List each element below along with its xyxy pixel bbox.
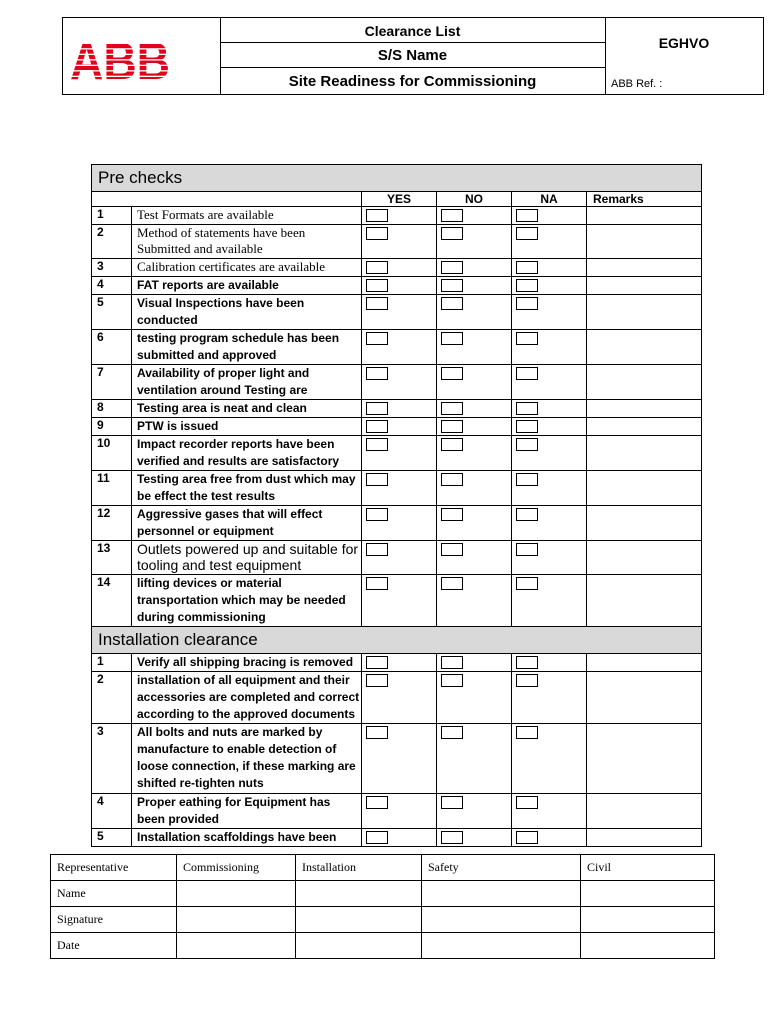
cell-na — [512, 400, 587, 418]
remarks-cell[interactable] — [587, 400, 702, 418]
cell-yes — [362, 672, 437, 724]
signoff-entry-cell[interactable] — [581, 881, 715, 907]
item-number: 13 — [92, 541, 132, 575]
signoff-header: Safety — [422, 855, 581, 881]
item-text: lifting devices or material transportation which may be needed during commissioning — [132, 575, 362, 627]
checkbox-yes[interactable] — [366, 674, 388, 687]
logo-cell — [63, 18, 221, 94]
cell-no — [437, 277, 512, 295]
cell-no — [437, 794, 512, 829]
signoff-header: Civil — [581, 855, 715, 881]
cell-no — [437, 259, 512, 277]
cell-yes — [362, 418, 437, 436]
cell-yes — [362, 794, 437, 829]
checkbox-na[interactable] — [516, 473, 538, 486]
item-number: 11 — [92, 471, 132, 506]
item-text: Testing area is neat and clean — [132, 400, 362, 418]
cell-na — [512, 418, 587, 436]
cell-na — [512, 207, 587, 225]
item-number: 2 — [92, 672, 132, 724]
cell-na — [512, 259, 587, 277]
item-number: 1 — [92, 207, 132, 225]
cell-no — [437, 365, 512, 400]
cell-na — [512, 365, 587, 400]
cell-yes — [362, 575, 437, 627]
signoff-entry-cell[interactable] — [177, 907, 296, 933]
cell-no — [437, 575, 512, 627]
item-number: 5 — [92, 829, 132, 847]
item-text: Availability of proper light and ventilation around Testing are — [132, 365, 362, 400]
cell-yes — [362, 259, 437, 277]
checkbox-yes[interactable] — [366, 796, 388, 809]
document-title: Clearance List — [220, 18, 605, 43]
remarks-cell[interactable] — [587, 672, 702, 724]
checkbox-yes[interactable] — [366, 227, 388, 240]
ss-name: S/S Name — [220, 43, 605, 68]
checkbox-no[interactable] — [441, 438, 463, 451]
section-header — [92, 165, 702, 192]
col-no: NO — [437, 192, 512, 207]
checkbox-no[interactable] — [441, 543, 463, 556]
abb-ref-label: ABB Ref. : — [611, 78, 663, 90]
item-text: Calibration certificates are available — [132, 259, 362, 277]
item-number: 7 — [92, 365, 132, 400]
checkbox-no[interactable] — [441, 726, 463, 739]
signoff-entry-cell[interactable] — [177, 881, 296, 907]
checkbox-no[interactable] — [441, 473, 463, 486]
cell-yes — [362, 724, 437, 794]
signoff-row-label: Date — [51, 933, 177, 959]
remarks-cell[interactable] — [587, 541, 702, 575]
cell-na — [512, 829, 587, 847]
cell-na — [512, 672, 587, 724]
remarks-cell[interactable] — [587, 295, 702, 330]
document-code: EGHVO — [658, 35, 710, 51]
remarks-cell[interactable] — [587, 330, 702, 365]
cell-yes — [362, 365, 437, 400]
checklist-row — [92, 829, 702, 847]
cell-no — [437, 436, 512, 471]
checkbox-no[interactable] — [441, 656, 463, 669]
cell-no — [437, 400, 512, 418]
remarks-cell[interactable] — [587, 259, 702, 277]
checkbox-no[interactable] — [441, 367, 463, 380]
item-text: Verify all shipping bracing is removed — [132, 654, 362, 672]
item-number: 10 — [92, 436, 132, 471]
column-header-row — [92, 192, 702, 207]
checklist-row — [92, 506, 702, 541]
item-text: Outlets powered up and suitable for tooling and test equipment — [132, 541, 362, 575]
item-text: Impact recorder reports have been verified and results are satisfactory — [132, 436, 362, 471]
checkbox-no[interactable] — [441, 261, 463, 274]
item-text: Proper eathing for Equipment has been provided — [132, 794, 362, 829]
cell-na — [512, 724, 587, 794]
header-titles — [220, 18, 606, 94]
section-header — [92, 627, 702, 654]
remarks-cell[interactable] — [587, 506, 702, 541]
checkbox-na[interactable] — [516, 261, 538, 274]
checkbox-na[interactable] — [516, 402, 538, 415]
abb-logo — [70, 33, 172, 83]
remarks-cell[interactable] — [587, 418, 702, 436]
cell-yes — [362, 295, 437, 330]
checkbox-yes[interactable] — [366, 473, 388, 486]
checklist-row — [92, 471, 702, 506]
checkbox-na[interactable] — [516, 726, 538, 739]
signoff-entry-cell[interactable] — [296, 907, 422, 933]
checkbox-yes[interactable] — [366, 209, 388, 222]
signoff-entry-cell[interactable] — [296, 933, 422, 959]
item-text: FAT reports are available — [132, 277, 362, 295]
col-number — [92, 192, 362, 207]
checkbox-no[interactable] — [441, 420, 463, 433]
cell-yes — [362, 471, 437, 506]
checkbox-yes[interactable] — [366, 279, 388, 292]
cell-yes — [362, 207, 437, 225]
checklist-row — [92, 724, 702, 794]
item-text: Test Formats are available — [132, 207, 362, 225]
checkbox-na[interactable] — [516, 796, 538, 809]
item-text: testing program schedule has been submitted and approved — [132, 330, 362, 365]
signoff-header: Commissioning — [177, 855, 296, 881]
item-text: Installation scaffoldings have been — [132, 829, 362, 847]
cell-no — [437, 506, 512, 541]
item-text: Method of statements have been Submitted and available — [132, 225, 362, 259]
checklist-row — [92, 225, 702, 259]
checkbox-yes[interactable] — [366, 726, 388, 739]
cell-yes — [362, 400, 437, 418]
checklist-row — [92, 672, 702, 724]
cell-no — [437, 672, 512, 724]
signoff-header: Installation — [296, 855, 422, 881]
cell-no — [437, 295, 512, 330]
document-subtitle: Site Readiness for Commissioning — [288, 73, 537, 90]
checkbox-yes[interactable] — [366, 831, 388, 844]
cell-no — [437, 654, 512, 672]
cell-no — [437, 225, 512, 259]
checkbox-no[interactable] — [441, 402, 463, 415]
item-number: 8 — [92, 400, 132, 418]
remarks-cell[interactable] — [587, 225, 702, 259]
signoff-entry-cell[interactable] — [581, 933, 715, 959]
checklist-row — [92, 365, 702, 400]
cell-yes — [362, 654, 437, 672]
checkbox-na[interactable] — [516, 279, 538, 292]
signoff-header: Representative — [51, 855, 177, 881]
cell-yes — [362, 541, 437, 575]
checkbox-yes[interactable] — [366, 332, 388, 345]
checkbox-na[interactable] — [516, 367, 538, 380]
signoff-row-label: Signature — [51, 907, 177, 933]
checkbox-yes[interactable] — [366, 577, 388, 590]
checkbox-na[interactable] — [516, 656, 538, 669]
svg-text:ABB: ABB — [70, 33, 170, 83]
cell-na — [512, 506, 587, 541]
remarks-cell[interactable] — [587, 829, 702, 847]
cell-na — [512, 436, 587, 471]
checklist-row — [92, 654, 702, 672]
cell-na — [512, 471, 587, 506]
header-ref-cell — [605, 18, 763, 94]
checkbox-no[interactable] — [441, 332, 463, 345]
cell-yes — [362, 829, 437, 847]
checklist-row — [92, 436, 702, 471]
checkbox-na[interactable] — [516, 543, 538, 556]
item-text: Aggressive gases that will effect personnel or equipment — [132, 506, 362, 541]
checklist-row — [92, 207, 702, 225]
checkbox-yes[interactable] — [366, 297, 388, 310]
checklist-row — [92, 794, 702, 829]
remarks-cell[interactable] — [587, 724, 702, 794]
remarks-cell[interactable] — [587, 365, 702, 400]
cell-no — [437, 418, 512, 436]
checkbox-no[interactable] — [441, 209, 463, 222]
checklist-row — [92, 330, 702, 365]
cell-yes — [362, 277, 437, 295]
item-number: 1 — [92, 654, 132, 672]
checkbox-yes[interactable] — [366, 367, 388, 380]
checkbox-yes[interactable] — [366, 508, 388, 521]
cell-yes — [362, 506, 437, 541]
signoff-row — [51, 907, 715, 933]
remarks-cell[interactable] — [587, 277, 702, 295]
item-text: installation of all equipment and their accessories are completed and correct according to the approved documents — [132, 672, 362, 724]
checkbox-no[interactable] — [441, 577, 463, 590]
item-number: 14 — [92, 575, 132, 627]
signoff-header-row — [51, 855, 715, 881]
checkbox-yes[interactable] — [366, 543, 388, 556]
signoff-entry-cell[interactable] — [422, 907, 581, 933]
cell-yes — [362, 225, 437, 259]
cell-na — [512, 541, 587, 575]
signoff-entry-cell[interactable] — [422, 881, 581, 907]
signoff-row — [51, 933, 715, 959]
remarks-cell[interactable] — [587, 207, 702, 225]
cell-no — [437, 207, 512, 225]
checklist-table — [91, 164, 702, 847]
checkbox-na[interactable] — [516, 831, 538, 844]
item-text: Testing area free from dust which may be effect the test results — [132, 471, 362, 506]
checklist-row — [92, 259, 702, 277]
checkbox-no[interactable] — [441, 831, 463, 844]
item-number: 4 — [92, 277, 132, 295]
checkbox-no[interactable] — [441, 279, 463, 292]
checkbox-yes[interactable] — [366, 656, 388, 669]
checkbox-na[interactable] — [516, 332, 538, 345]
checklist-row — [92, 575, 702, 627]
checklist-row — [92, 541, 702, 575]
checklist-row — [92, 295, 702, 330]
cell-no — [437, 541, 512, 575]
remarks-cell[interactable] — [587, 654, 702, 672]
checkbox-yes[interactable] — [366, 420, 388, 433]
checkbox-na[interactable] — [516, 438, 538, 451]
cell-no — [437, 829, 512, 847]
signoff-row — [51, 881, 715, 907]
cell-na — [512, 794, 587, 829]
section-title: Pre checks — [92, 165, 702, 192]
col-na: NA — [512, 192, 587, 207]
item-number: 3 — [92, 259, 132, 277]
checkbox-no[interactable] — [441, 297, 463, 310]
cell-na — [512, 295, 587, 330]
signoff-row-label: Name — [51, 881, 177, 907]
item-number: 6 — [92, 330, 132, 365]
checkbox-no[interactable] — [441, 227, 463, 240]
checkbox-na[interactable] — [516, 297, 538, 310]
checklist-row — [92, 277, 702, 295]
cell-na — [512, 330, 587, 365]
item-number: 5 — [92, 295, 132, 330]
item-text: Visual Inspections have been conducted — [132, 295, 362, 330]
item-number: 4 — [92, 794, 132, 829]
checkbox-na[interactable] — [516, 420, 538, 433]
checkbox-na[interactable] — [516, 508, 538, 521]
col-remarks: Remarks — [587, 192, 702, 207]
item-number: 3 — [92, 724, 132, 794]
checkbox-no[interactable] — [441, 508, 463, 521]
checklist-row — [92, 418, 702, 436]
cell-na — [512, 277, 587, 295]
checkbox-na[interactable] — [516, 577, 538, 590]
remarks-cell[interactable] — [587, 471, 702, 506]
checkbox-yes[interactable] — [366, 402, 388, 415]
checkbox-na[interactable] — [516, 674, 538, 687]
remarks-cell[interactable] — [587, 575, 702, 627]
cell-no — [437, 471, 512, 506]
item-number: 12 — [92, 506, 132, 541]
signoff-entry-cell[interactable] — [581, 907, 715, 933]
checkbox-yes[interactable] — [366, 261, 388, 274]
signoff-table — [50, 854, 715, 959]
cell-no — [437, 330, 512, 365]
cell-na — [512, 575, 587, 627]
checkbox-no[interactable] — [441, 796, 463, 809]
col-yes: YES — [362, 192, 437, 207]
cell-no — [437, 724, 512, 794]
remarks-cell[interactable] — [587, 436, 702, 471]
item-number: 2 — [92, 225, 132, 259]
signoff-entry-cell[interactable] — [296, 881, 422, 907]
checkbox-yes[interactable] — [366, 438, 388, 451]
signoff-entry-cell[interactable] — [422, 933, 581, 959]
checkbox-na[interactable] — [516, 227, 538, 240]
cell-yes — [362, 436, 437, 471]
remarks-cell[interactable] — [587, 794, 702, 829]
document-header — [62, 17, 764, 95]
item-text: PTW is issued — [132, 418, 362, 436]
cell-yes — [362, 330, 437, 365]
signoff-entry-cell[interactable] — [177, 933, 296, 959]
item-number: 9 — [92, 418, 132, 436]
item-text: All bolts and nuts are marked by manufacture to enable detection of loose connection, if these marking are shifted re-tighten nuts — [132, 724, 362, 794]
cell-na — [512, 225, 587, 259]
section-title: Installation clearance — [92, 627, 702, 654]
cell-na — [512, 654, 587, 672]
checklist-row — [92, 400, 702, 418]
checkbox-na[interactable] — [516, 209, 538, 222]
checkbox-no[interactable] — [441, 674, 463, 687]
